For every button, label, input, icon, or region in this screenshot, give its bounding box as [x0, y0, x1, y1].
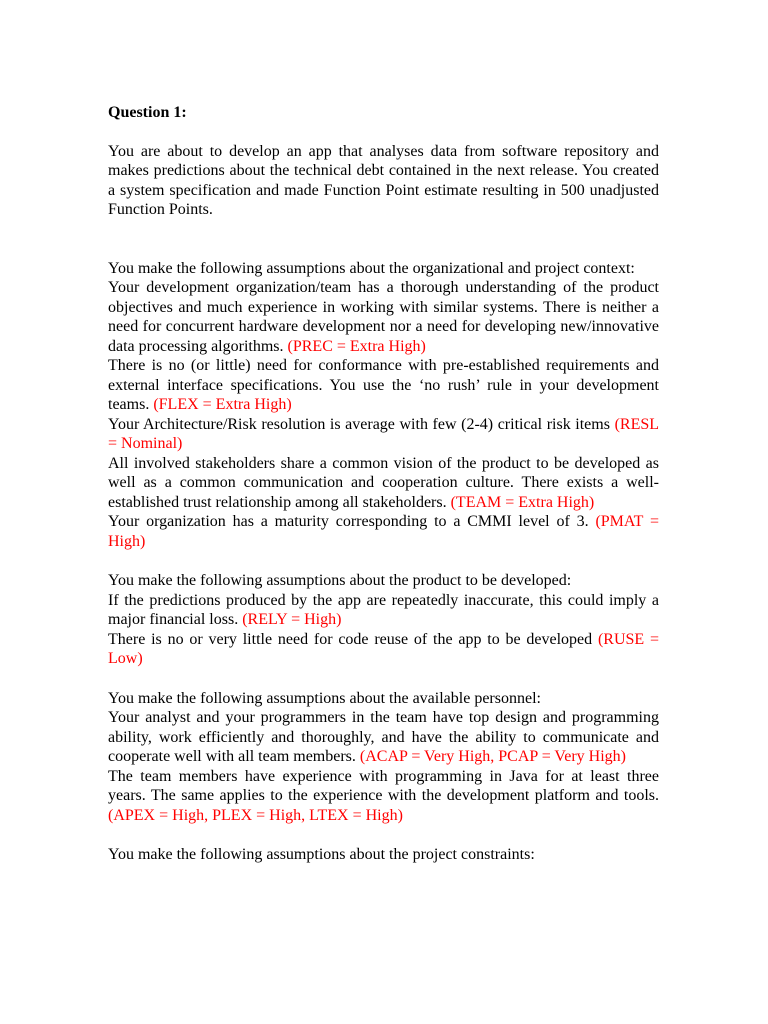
team-rating: (TEAM = Extra High): [450, 493, 595, 511]
prec-rating: (PREC = Extra High): [287, 337, 426, 355]
resl-rating: (RESL = Nominal): [108, 415, 660, 452]
rely-rating: (RELY = High): [242, 611, 342, 628]
flex-rating: (FLEX = Extra High): [153, 396, 292, 413]
product-ruse: There is no or very little need for code reuse of the app to be developed (RUSE = Low): [108, 630, 660, 667]
question-heading: Question 1:: [108, 104, 187, 121]
product-lead: You make the following assumptions about the product to be developed:: [108, 572, 572, 589]
org-context-pmat: Your organization has a maturity corresponding to a CMMI level of 3. (PMAT = High): [108, 513, 660, 550]
org-context-resl: Your Architecture/Risk resolution is average with few (2-4) critical risk items (RESL = Nominal): [108, 415, 660, 452]
question-content: [108, 103, 659, 865]
org-context-lead: You make the following assumptions about the organizational and project context:: [108, 259, 635, 277]
personnel-lead: You make the following assumptions about the available personnel:: [108, 689, 541, 707]
org-context-prec: Your development organization/team has a thorough understanding of the product objectives and much experience in working with similar systems. There is neither a need for concurrent hardware development nor a need for developing new/innovative data processing algorithms. (PREC = Extra High): [108, 279, 659, 355]
constraints-lead: You make the following assumptions about the project constraints:: [108, 846, 535, 863]
acap-pcap-rating: (ACAP = Very High, PCAP = Very High): [359, 748, 626, 765]
question-intro: You are about to develop an app that analyses data from software repository and makes predictions about the technical debt contained in the next release. You created a system specification and made Function Point estimate resulting in 500 unadjusted Function Points.: [108, 142, 659, 218]
org-context-team: All involved stakeholders share a common vision of the product to be developed as well as a common communication and cooperation culture. There exists a well-established trust relationship among all stakeholders. (TEAM = Extra High): [108, 454, 659, 511]
ruse-rating: (RUSE = Low): [108, 630, 660, 667]
personnel-capability: Your analyst and your programmers in the team have top design and programming ability, work efficiently and thoroughly, and have the ability to communicate and cooperate well with all team members. (ACAP = Very High, PCAP = Very High): [108, 709, 659, 765]
apex-plex-ltex-rating: (APEX = High, PLEX = High, LTEX = High): [108, 806, 403, 824]
personnel-experience: The team members have experience with programming in Java for at least three years. The same applies to the experience with the development platform and tools. (APEX = High, PLEX = High, LTEX = High): [108, 767, 659, 824]
org-context-flex: There is no (or little) need for conformance with pre-established requirements and external interface specifications. You use the ‘no rush’ rule in your development teams. (FLEX = Extra High): [108, 357, 659, 413]
product-rely: If the predictions produced by the app are repeatedly inaccurate, this could imply a major financial loss. (RELY = High): [108, 591, 659, 628]
pmat-rating: (PMAT = High): [108, 513, 660, 550]
